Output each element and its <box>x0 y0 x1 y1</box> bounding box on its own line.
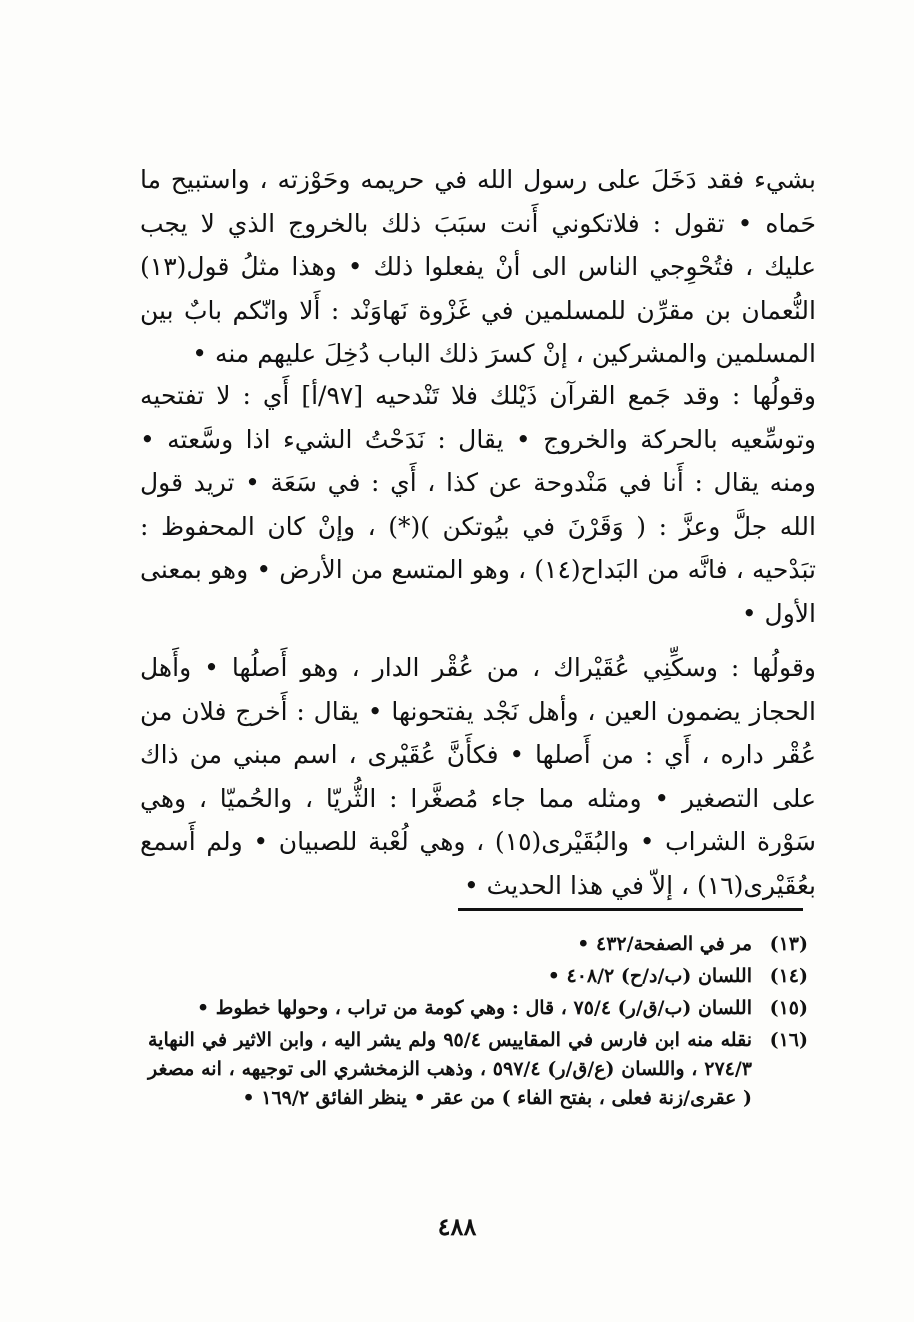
paragraph-text: بشيء فقد دَخَلَ على رسول الله في حريمه وحَوْزته ، واستبيح ما حَماه • تقول : فلاتكوني أَنت سبَبَ ذلك بالخروج الذي لا يجب عليك ، فتُحْوِجي الناس الى أنْ يفعلوا ذلك • وهذا مثلُ قول(١٣) النُّعمان بن مقرِّن للمسلمين في غَزْوة نَهاوَنْد : أَلا وانّكم بابٌ بين المسلمين والمشركين ، إنْ كسرَ ذلك الباب دُخِلَ عليهم منه • <box>140 165 816 368</box>
footnote <box>148 1026 808 1113</box>
paragraph-text: وقولُها : وسكِّنِي عُقَيْراك ، من عُقْر الدار ، وهو أَصلُها • وأَهل الحجاز يضمون العين ، وأهل نَجْد يفتحونها • يقال : أَخرج فلان من عُقْر داره ، أَي : من أَصلها • فكأَنَّ عُقَيْرى ، اسم مبني من ذاك على التصغير • ومثله مما جاء مُصغَّرا : الثُّريّا ، والحُميّا ، وهي سَوْرة الشراب • والبُقَيْرى(١٥) ، وهي لُعْبة للصبيان • ولم أَسمع بعُقَيْرى(١٦) ، إلاّ في هذا الحديث • <box>140 653 816 900</box>
footnote-number: (١٥) <box>769 997 808 1019</box>
footnotes-section <box>148 930 808 1116</box>
footnote-text: مر في الصفحة/٤٣٢ • <box>577 933 752 955</box>
body-paragraph <box>140 158 816 376</box>
footnote-text: اللسان (ب/ق/ر) ٧٥/٤ ، قال : وهي كومة من تراب ، وحولها خطوط • <box>197 997 752 1019</box>
paragraph-text: وقولُها : وقد جَمع القرآن ذَيْلك فلا تَنْدحيه [٩٧/أ] أَي : لا تفتحيه وتوسِّعيه بالحركة والخروج • يقال : نَدَحْتُ الشيء اذا وسَّعته • ومنه يقال : أَنا في مَنْدوحة عن كذا ، أَي : في سَعَة • تريد قول الله جلَّ وعزَّ : ( وَقَرْنَ في بيُوتكن )(*) ، وإنْ كان المحفوظ : تبَدْحيه ، فانَّه من البَداح(١٤) ، وهو المتسع من الأرض • وهو بمعنى الأول • <box>140 381 816 628</box>
footnote <box>148 994 808 1023</box>
footnote-text: اللسان (ب/د/ح) ٤٠٨/٢ • <box>547 965 752 987</box>
body-paragraph <box>140 374 816 635</box>
footnote <box>148 962 808 991</box>
footnote <box>148 930 808 959</box>
footnote-text: نقله منه ابن فارس في المقاييس ٩٥/٤ ولم يشر اليه ، وابن الاثير في النهاية ٢٧٤/٣ ، واللسان (ع/ق/ر) ٥٩٧/٤ ، وذهب الزمخشري الى توجيهه ، انه مصغر ( عقرى/زنة فعلى ، بفتح الفاء ) من عقر • ينظر الفائق ١٦٩/٢ • <box>148 1029 752 1109</box>
body-paragraph <box>140 646 816 907</box>
footnote-divider <box>458 908 803 911</box>
footnote-number: (١٦) <box>769 1029 808 1051</box>
page-number: ٤٨٨ <box>437 1212 477 1241</box>
footnote-number: (١٣) <box>769 933 808 955</box>
footnote-number: (١٤) <box>769 965 808 987</box>
